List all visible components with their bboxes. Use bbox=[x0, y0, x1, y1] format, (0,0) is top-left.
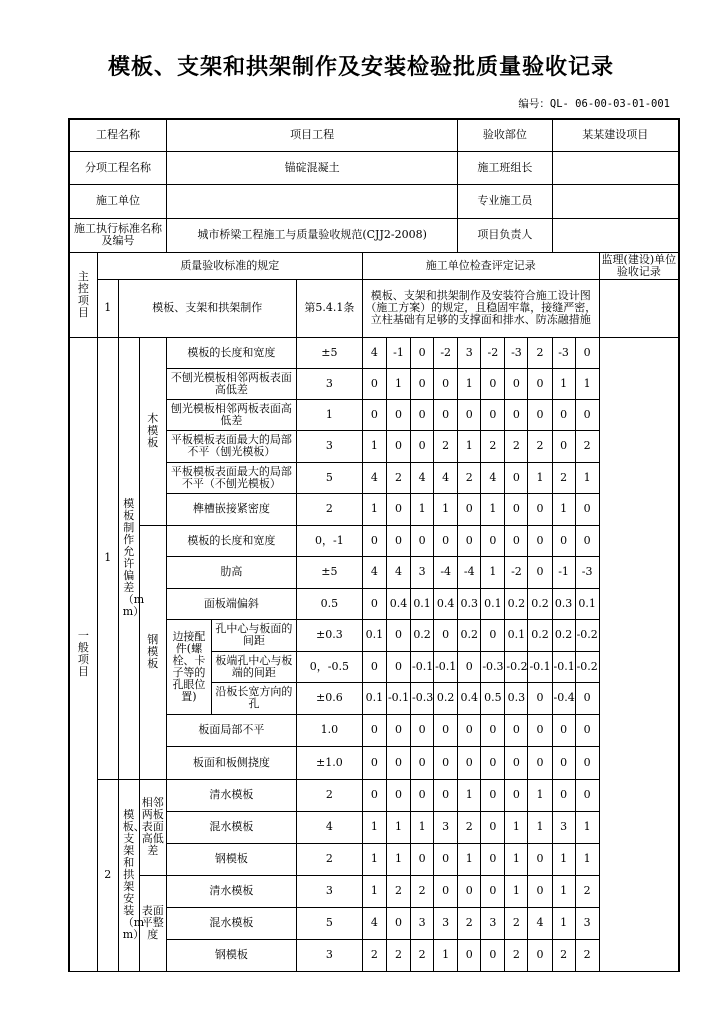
row-val[interactable]: 1 bbox=[575, 811, 599, 843]
row-val[interactable]: 4 bbox=[386, 556, 410, 588]
row-val[interactable]: -0.1 bbox=[411, 651, 434, 682]
main-control-item-row bbox=[69, 279, 679, 337]
row-val[interactable]: 0 bbox=[575, 682, 599, 714]
row-val[interactable]: 0 bbox=[528, 556, 552, 588]
main-control-section-label: 主控项目 bbox=[69, 252, 97, 337]
row-tol: 4 bbox=[296, 811, 362, 843]
row-val[interactable]: 1 bbox=[505, 811, 528, 843]
row-val[interactable]: 2 bbox=[575, 939, 599, 971]
unit-value[interactable] bbox=[166, 184, 457, 218]
row-val[interactable]: 0 bbox=[458, 939, 481, 971]
row-val[interactable]: 0 bbox=[505, 493, 528, 525]
sub-value[interactable]: 锚碇混凝土 bbox=[166, 151, 457, 184]
row-val[interactable]: -0.3 bbox=[411, 682, 434, 714]
row-val[interactable]: 0 bbox=[386, 651, 410, 682]
row-val[interactable]: -0.2 bbox=[575, 619, 599, 651]
row-val[interactable]: 1 bbox=[552, 368, 575, 399]
row-val[interactable]: -3 bbox=[552, 337, 575, 368]
row-val[interactable]: -1 bbox=[552, 556, 575, 588]
row-val[interactable]: 0 bbox=[458, 875, 481, 907]
row-name: 混水模板 bbox=[166, 811, 296, 843]
row-val[interactable]: 0 bbox=[362, 746, 386, 779]
row-tol: 0，-1 bbox=[296, 525, 362, 556]
row-val[interactable]: 4 bbox=[362, 556, 386, 588]
edge-fitting-label: 边接配件(螺栓、卡子等的孔眼位置) bbox=[166, 619, 211, 714]
row-val[interactable]: 0 bbox=[434, 875, 458, 907]
row-tol: 0.5 bbox=[296, 588, 362, 619]
row-val[interactable]: 1 bbox=[552, 907, 575, 939]
row-val[interactable]: 0 bbox=[552, 430, 575, 462]
row-val[interactable]: 0 bbox=[386, 779, 410, 811]
row-val[interactable]: 1 bbox=[575, 843, 599, 875]
row-val[interactable]: 0 bbox=[481, 811, 505, 843]
row-val[interactable]: 1 bbox=[362, 430, 386, 462]
row-val[interactable]: 0.2 bbox=[528, 588, 552, 619]
row-val[interactable]: 1 bbox=[505, 875, 528, 907]
row-val[interactable]: 3 bbox=[458, 337, 481, 368]
row-val[interactable]: 0 bbox=[411, 525, 434, 556]
row-name: 钢模板 bbox=[166, 843, 296, 875]
row-val[interactable]: 2 bbox=[458, 811, 481, 843]
row-name: 钢模板 bbox=[166, 939, 296, 971]
row-val[interactable]: 0 bbox=[505, 779, 528, 811]
row-val[interactable]: 0 bbox=[575, 746, 599, 779]
group1-label: 模板制作允许偏差（mm） bbox=[118, 337, 139, 779]
row-val[interactable]: 0 bbox=[411, 714, 434, 746]
row-val[interactable]: 1 bbox=[411, 493, 434, 525]
row-val[interactable]: 0 bbox=[481, 714, 505, 746]
row-val[interactable]: -0.1 bbox=[552, 651, 575, 682]
general-row-17 bbox=[69, 875, 679, 907]
row-val[interactable]: 2 bbox=[575, 875, 599, 907]
row-val[interactable]: -4 bbox=[458, 556, 481, 588]
row-val[interactable]: 0 bbox=[528, 714, 552, 746]
general-supervisor-cell[interactable] bbox=[599, 337, 679, 971]
row-val[interactable]: 2 bbox=[552, 462, 575, 493]
row-val[interactable]: 4 bbox=[411, 462, 434, 493]
row-val[interactable]: 0 bbox=[528, 399, 552, 430]
row-val[interactable]: 0 bbox=[458, 714, 481, 746]
spec-header: 质量验收标准的规定 bbox=[97, 252, 362, 279]
document-title: 模板、支架和拱架制作及安装检验批质量验收记录 bbox=[107, 55, 614, 80]
row-val[interactable]: 0.3 bbox=[505, 682, 528, 714]
row-val[interactable]: 2 bbox=[458, 462, 481, 493]
row-name: 板面局部不平 bbox=[166, 714, 296, 746]
row-val[interactable]: 4 bbox=[362, 907, 386, 939]
mgr-value[interactable] bbox=[552, 218, 679, 252]
row-val[interactable]: 0 bbox=[458, 399, 481, 430]
row-val[interactable]: 2 bbox=[528, 430, 552, 462]
row-val[interactable]: 0 bbox=[575, 337, 599, 368]
row-val[interactable]: 0.1 bbox=[362, 619, 386, 651]
row-val[interactable]: 0 bbox=[552, 525, 575, 556]
row-name: 模板的长度和宽度 bbox=[166, 337, 296, 368]
row-val[interactable]: 0.1 bbox=[411, 588, 434, 619]
row-name: 平板模板表面最大的局部不平（不刨光模板） bbox=[166, 462, 296, 493]
row-val[interactable]: -0.4 bbox=[552, 682, 575, 714]
row-val[interactable]: -3 bbox=[505, 337, 528, 368]
row-val[interactable]: 2 bbox=[411, 939, 434, 971]
sub-label: 分项工程名称 bbox=[69, 151, 166, 184]
row-val[interactable]: 0 bbox=[434, 714, 458, 746]
row-val[interactable]: 1 bbox=[362, 811, 386, 843]
row-val[interactable]: 3 bbox=[481, 907, 505, 939]
row-val[interactable]: 2 bbox=[505, 939, 528, 971]
row-val[interactable]: 0 bbox=[505, 462, 528, 493]
row-val[interactable]: 0 bbox=[481, 939, 505, 971]
row-val[interactable]: 1 bbox=[386, 368, 410, 399]
check-header: 施工单位检查评定记录 bbox=[362, 252, 599, 279]
row-val[interactable]: 0 bbox=[552, 399, 575, 430]
row-val[interactable]: 1 bbox=[552, 493, 575, 525]
row-val[interactable]: 0 bbox=[362, 588, 386, 619]
row-val[interactable]: 1 bbox=[528, 779, 552, 811]
row-val[interactable]: 0 bbox=[411, 399, 434, 430]
project-label: 工程名称 bbox=[69, 119, 166, 151]
row-val[interactable]: 0 bbox=[458, 651, 481, 682]
row-val[interactable]: 3 bbox=[434, 811, 458, 843]
row-val[interactable]: 1 bbox=[411, 811, 434, 843]
inspection-form bbox=[68, 118, 680, 972]
row-val[interactable]: 0 bbox=[528, 368, 552, 399]
row-val[interactable]: 2 bbox=[458, 907, 481, 939]
unit-label: 施工单位 bbox=[69, 184, 166, 218]
row-val[interactable]: 1 bbox=[434, 939, 458, 971]
header-row-unit bbox=[69, 184, 679, 218]
row-val[interactable]: 0 bbox=[481, 525, 505, 556]
row-val[interactable]: 0 bbox=[434, 368, 458, 399]
row-val[interactable]: 0 bbox=[386, 493, 410, 525]
row-val[interactable]: 4 bbox=[362, 462, 386, 493]
row-val[interactable]: 0 bbox=[481, 779, 505, 811]
row-name: 榫槽嵌接紧密度 bbox=[166, 493, 296, 525]
row-val[interactable]: 0 bbox=[575, 714, 599, 746]
row-name: 平板模板表面最大的局部不平（刨光模板） bbox=[166, 430, 296, 462]
row-tol: 3 bbox=[296, 939, 362, 971]
wood-formwork-label: 木模板 bbox=[139, 337, 166, 525]
row-val[interactable]: 1 bbox=[458, 368, 481, 399]
adjacent-diff-label: 相邻两板表面高低差 bbox=[139, 779, 166, 875]
row-tol: ±1.0 bbox=[296, 746, 362, 779]
row-val[interactable]: 0 bbox=[411, 746, 434, 779]
row-val[interactable]: 0.2 bbox=[434, 682, 458, 714]
row-val[interactable]: 1 bbox=[575, 368, 599, 399]
row-tol: ±0.3 bbox=[296, 619, 362, 651]
main-item-check-text[interactable]: 模板、支架和拱架制作及安装符合施工设计图（施工方案）的规定，且稳固牢靠，接缝严密，立柱基础有足够的支撑面和排水、防冻融措施 bbox=[362, 279, 599, 337]
row-val[interactable]: 1 bbox=[362, 875, 386, 907]
project-value[interactable]: 项目工程 bbox=[166, 119, 457, 151]
row-val[interactable]: 4 bbox=[481, 462, 505, 493]
row-val[interactable]: 0.2 bbox=[505, 588, 528, 619]
row-val[interactable]: 2 bbox=[386, 462, 410, 493]
row-val[interactable]: 2 bbox=[552, 939, 575, 971]
row-val[interactable]: 0 bbox=[386, 619, 410, 651]
group2-no: 2 bbox=[97, 779, 118, 971]
main-item-no: 1 bbox=[97, 279, 118, 337]
supervisor-header: 监理(建设)单位验收记录 bbox=[599, 252, 679, 279]
row-tol: 0，-0.5 bbox=[296, 651, 362, 682]
row-val[interactable]: 0 bbox=[481, 619, 505, 651]
row-val[interactable]: 3 bbox=[575, 907, 599, 939]
row-val[interactable]: 3 bbox=[552, 811, 575, 843]
team-value[interactable] bbox=[552, 151, 679, 184]
row-tol: 2 bbox=[296, 779, 362, 811]
mgr-label: 项目负责人 bbox=[458, 218, 552, 252]
general-section-label: 一般项目 bbox=[69, 337, 97, 971]
row-val[interactable]: 2 bbox=[386, 875, 410, 907]
row-val[interactable]: 0 bbox=[411, 368, 434, 399]
row-val[interactable]: 0 bbox=[434, 619, 458, 651]
main-item-supervisor[interactable] bbox=[599, 279, 679, 337]
general-row-0 bbox=[69, 337, 679, 368]
row-val[interactable]: -1 bbox=[386, 337, 410, 368]
pro-label: 专业施工员 bbox=[458, 184, 552, 218]
row-name: 混水模板 bbox=[166, 907, 296, 939]
row-name: 清水模板 bbox=[166, 875, 296, 907]
row-val[interactable]: 1 bbox=[458, 779, 481, 811]
row-val[interactable]: -3 bbox=[575, 556, 599, 588]
row-val[interactable]: 0 bbox=[505, 399, 528, 430]
row-val[interactable]: -0.1 bbox=[434, 651, 458, 682]
row-val[interactable]: 0 bbox=[481, 399, 505, 430]
std-value[interactable]: 城市桥梁工程施工与质量验收规范(CJJ2-2008) bbox=[166, 218, 457, 252]
row-val[interactable]: 0 bbox=[575, 493, 599, 525]
row-tol: 5 bbox=[296, 462, 362, 493]
row-tol: 3 bbox=[296, 875, 362, 907]
row-val[interactable]: 0 bbox=[481, 843, 505, 875]
row-val[interactable]: 2 bbox=[528, 337, 552, 368]
row-val[interactable]: 0 bbox=[362, 368, 386, 399]
group1-no: 1 bbox=[97, 337, 118, 779]
main-control-header-row bbox=[69, 252, 679, 279]
row-tol: 2 bbox=[296, 493, 362, 525]
row-val[interactable]: 1 bbox=[458, 430, 481, 462]
main-item-name: 模板、支架和拱架制作 bbox=[118, 279, 296, 337]
row-val[interactable]: 0 bbox=[575, 779, 599, 811]
row-val[interactable]: 0 bbox=[386, 714, 410, 746]
row-val[interactable]: 4 bbox=[434, 462, 458, 493]
row-val[interactable]: 0 bbox=[362, 651, 386, 682]
row-val[interactable]: 0 bbox=[434, 779, 458, 811]
row-val[interactable]: 2 bbox=[505, 907, 528, 939]
row-val[interactable]: 0 bbox=[505, 746, 528, 779]
row-tol: 2 bbox=[296, 843, 362, 875]
row-val[interactable]: 2 bbox=[386, 939, 410, 971]
part-value[interactable]: 某某建设项目 bbox=[552, 119, 679, 151]
row-val[interactable]: 0 bbox=[386, 399, 410, 430]
header-row-project bbox=[69, 119, 679, 151]
row-val[interactable]: 0 bbox=[505, 714, 528, 746]
row-val[interactable]: -0.2 bbox=[575, 651, 599, 682]
row-tol: ±5 bbox=[296, 337, 362, 368]
pro-value[interactable] bbox=[552, 184, 679, 218]
row-val[interactable]: 1 bbox=[528, 811, 552, 843]
row-val[interactable]: 0 bbox=[411, 843, 434, 875]
row-val[interactable]: 0.2 bbox=[552, 619, 575, 651]
row-val[interactable]: -0.2 bbox=[505, 651, 528, 682]
row-tol: 1 bbox=[296, 399, 362, 430]
row-val[interactable]: 0 bbox=[434, 843, 458, 875]
row-val[interactable]: -0.1 bbox=[386, 682, 410, 714]
row-name: 刨光模板相邻两板表面高低差 bbox=[166, 399, 296, 430]
row-val[interactable]: 0 bbox=[481, 875, 505, 907]
row-val[interactable]: 0 bbox=[411, 430, 434, 462]
row-val[interactable]: 1 bbox=[552, 875, 575, 907]
row-val[interactable]: -4 bbox=[434, 556, 458, 588]
row-val[interactable]: 1 bbox=[434, 493, 458, 525]
row-val[interactable]: 0 bbox=[552, 714, 575, 746]
row-val[interactable]: 3 bbox=[411, 556, 434, 588]
steel-formwork-label: 钢模板 bbox=[139, 525, 166, 779]
team-label: 施工班组长 bbox=[458, 151, 552, 184]
row-val[interactable]: 3 bbox=[434, 907, 458, 939]
row-val[interactable]: 0 bbox=[575, 525, 599, 556]
row-val[interactable]: 0 bbox=[528, 939, 552, 971]
row-val[interactable]: -0.1 bbox=[528, 651, 552, 682]
row-val[interactable]: 1 bbox=[362, 493, 386, 525]
row-val[interactable]: 0 bbox=[505, 368, 528, 399]
row-val[interactable]: 2 bbox=[575, 430, 599, 462]
row-name: 沿板长宽方向的孔 bbox=[211, 682, 296, 714]
row-val[interactable]: 0 bbox=[528, 493, 552, 525]
row-val[interactable]: -2 bbox=[434, 337, 458, 368]
row-val[interactable]: 1 bbox=[386, 811, 410, 843]
row-val[interactable]: -2 bbox=[481, 337, 505, 368]
row-val[interactable]: 0.2 bbox=[528, 619, 552, 651]
row-val[interactable]: 3 bbox=[411, 907, 434, 939]
row-val[interactable]: 0 bbox=[481, 368, 505, 399]
row-val[interactable]: 1 bbox=[505, 843, 528, 875]
row-name: 模板的长度和宽度 bbox=[166, 525, 296, 556]
row-val[interactable]: 0.1 bbox=[481, 588, 505, 619]
row-val[interactable]: 0 bbox=[458, 525, 481, 556]
row-val[interactable]: 0 bbox=[505, 525, 528, 556]
row-val[interactable]: 0 bbox=[575, 399, 599, 430]
group2-label: 模板、支架和拱架安装（mm） bbox=[118, 779, 139, 971]
row-val[interactable]: 0.4 bbox=[386, 588, 410, 619]
header-row-std bbox=[69, 218, 679, 252]
row-val[interactable]: 4 bbox=[362, 337, 386, 368]
row-val[interactable]: 0 bbox=[386, 907, 410, 939]
row-val[interactable]: 1 bbox=[386, 843, 410, 875]
row-tol: 3 bbox=[296, 368, 362, 399]
document-code: 编号：QL- 06-00-03-01-001 bbox=[518, 98, 670, 110]
row-val[interactable]: 1 bbox=[575, 462, 599, 493]
general-row-14 bbox=[69, 779, 679, 811]
row-name: 肋高 bbox=[166, 556, 296, 588]
row-val[interactable]: 1 bbox=[481, 493, 505, 525]
row-val[interactable]: 0.3 bbox=[552, 588, 575, 619]
row-name: 板面和板侧挠度 bbox=[166, 746, 296, 779]
row-val[interactable]: 0 bbox=[528, 843, 552, 875]
row-val[interactable]: 0 bbox=[458, 746, 481, 779]
row-tol: ±5 bbox=[296, 556, 362, 588]
row-val[interactable]: 0 bbox=[552, 779, 575, 811]
row-val[interactable]: 0 bbox=[552, 746, 575, 779]
general-row-6 bbox=[69, 525, 679, 556]
row-name: 面板端偏斜 bbox=[166, 588, 296, 619]
row-val[interactable]: 0 bbox=[434, 525, 458, 556]
header-row-sub bbox=[69, 151, 679, 184]
row-val[interactable]: 2 bbox=[434, 430, 458, 462]
row-val[interactable]: 0 bbox=[362, 779, 386, 811]
row-name: 清水模板 bbox=[166, 779, 296, 811]
row-val[interactable]: 0 bbox=[411, 337, 434, 368]
row-val[interactable]: 0 bbox=[386, 430, 410, 462]
row-val[interactable]: 0.4 bbox=[434, 588, 458, 619]
row-val[interactable]: 4 bbox=[528, 907, 552, 939]
row-val[interactable]: 0.1 bbox=[505, 619, 528, 651]
row-tol: 3 bbox=[296, 430, 362, 462]
std-label: 施工执行标准名称及编号 bbox=[69, 218, 166, 252]
row-val[interactable]: 0 bbox=[481, 746, 505, 779]
row-val[interactable]: 2 bbox=[362, 939, 386, 971]
row-tol: ±0.6 bbox=[296, 682, 362, 714]
row-val[interactable]: 0.1 bbox=[575, 588, 599, 619]
flatness-label: 表面平整度 bbox=[139, 875, 166, 971]
row-val[interactable]: 0 bbox=[528, 682, 552, 714]
row-val[interactable]: 0 bbox=[362, 399, 386, 430]
row-val[interactable]: 2 bbox=[505, 430, 528, 462]
row-val[interactable]: 0 bbox=[386, 525, 410, 556]
row-val[interactable]: 2 bbox=[481, 430, 505, 462]
row-val[interactable]: 0 bbox=[434, 399, 458, 430]
row-val[interactable]: 0 bbox=[362, 714, 386, 746]
row-val[interactable]: 0.5 bbox=[481, 682, 505, 714]
row-val[interactable]: -0.3 bbox=[481, 651, 505, 682]
row-tol: 5 bbox=[296, 907, 362, 939]
row-val[interactable]: 1 bbox=[552, 843, 575, 875]
row-val[interactable]: 0 bbox=[411, 779, 434, 811]
row-val[interactable]: 1 bbox=[458, 843, 481, 875]
row-val[interactable]: 0 bbox=[362, 525, 386, 556]
row-val[interactable]: 0 bbox=[528, 875, 552, 907]
row-val[interactable]: 2 bbox=[411, 875, 434, 907]
row-name: 板端孔中心与板端的间距 bbox=[211, 651, 296, 682]
row-val[interactable]: 0 bbox=[528, 746, 552, 779]
row-val[interactable]: 0 bbox=[528, 525, 552, 556]
row-val[interactable]: 0.2 bbox=[411, 619, 434, 651]
row-val[interactable]: -2 bbox=[505, 556, 528, 588]
row-val[interactable]: 1 bbox=[528, 462, 552, 493]
part-label: 验收部位 bbox=[458, 119, 552, 151]
main-item-clause: 第5.4.1条 bbox=[296, 279, 362, 337]
row-val[interactable]: 0.1 bbox=[362, 682, 386, 714]
row-val[interactable]: 0 bbox=[434, 746, 458, 779]
row-val[interactable]: 0.3 bbox=[458, 588, 481, 619]
row-val[interactable]: 0.2 bbox=[458, 619, 481, 651]
row-val[interactable]: 1 bbox=[362, 843, 386, 875]
row-val[interactable]: 0 bbox=[458, 493, 481, 525]
row-val[interactable]: 0.4 bbox=[458, 682, 481, 714]
row-tol: 1.0 bbox=[296, 714, 362, 746]
row-name: 孔中心与板面的间距 bbox=[211, 619, 296, 651]
row-val[interactable]: 1 bbox=[481, 556, 505, 588]
row-name: 不刨光模板相邻两板表面高低差 bbox=[166, 368, 296, 399]
row-val[interactable]: 0 bbox=[386, 746, 410, 779]
